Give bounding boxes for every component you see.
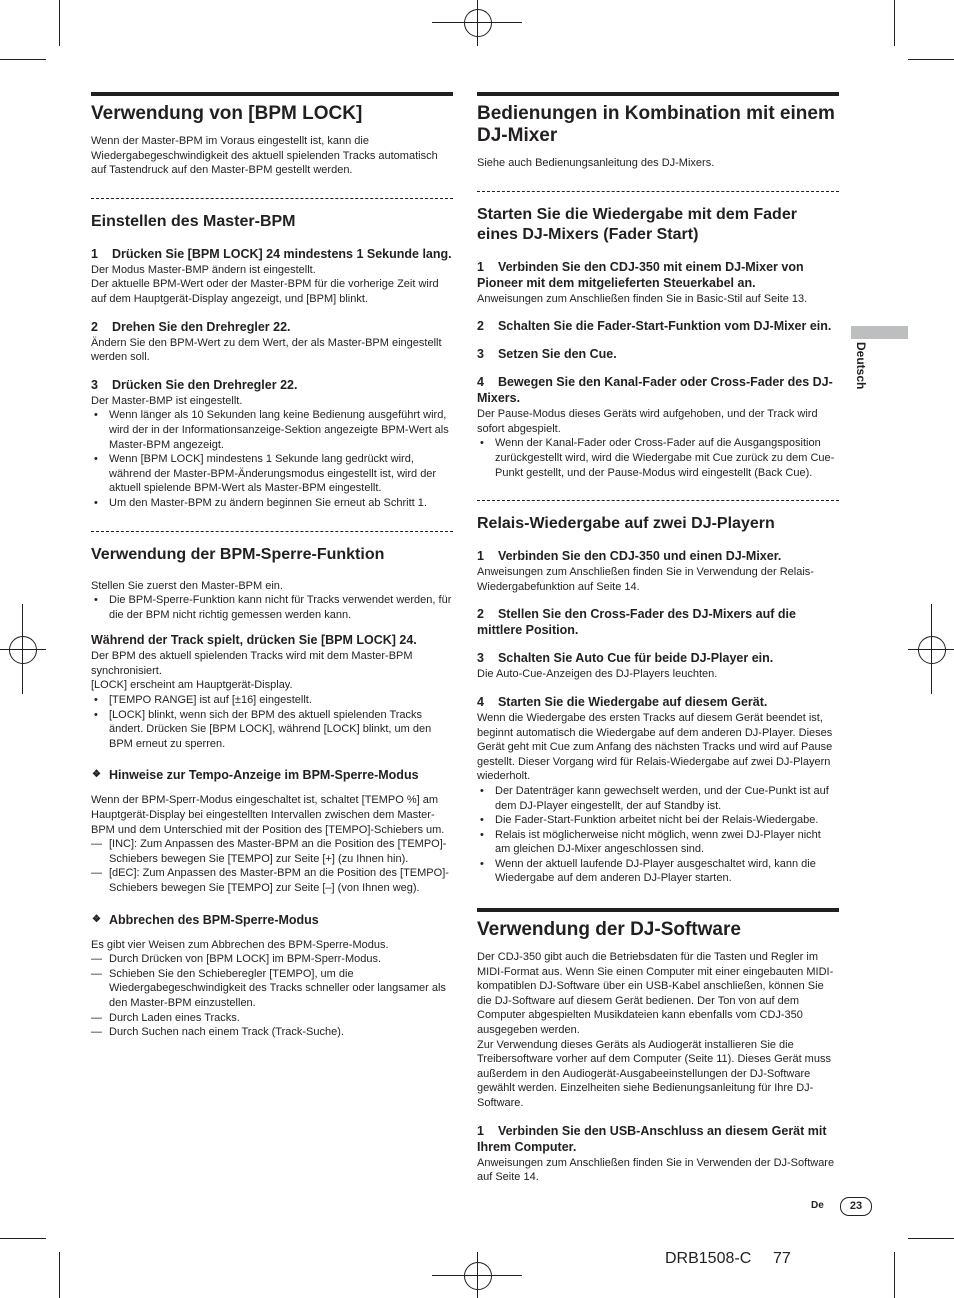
dash-item: — Durch Suchen nach einem Track (Track-Suche). xyxy=(91,1025,453,1040)
step-heading xyxy=(91,319,453,335)
crop-mark xyxy=(59,1252,60,1298)
step-number: 3 xyxy=(91,377,98,392)
footer-language-code: De xyxy=(811,1200,824,1211)
body-text: Stellen Sie zuerst den Master-BPM ein. xyxy=(91,579,283,592)
step-number: 3 xyxy=(477,651,484,666)
step-number: 2 xyxy=(477,607,484,622)
registration-mark xyxy=(464,9,492,37)
bullet-item: • Wenn der aktuell laufende DJ-Player ausgeschaltet wird, kann die Wiedergabe auf dem anderen DJ-Player starten. xyxy=(477,857,839,886)
registration-mark xyxy=(9,636,37,664)
divider xyxy=(91,198,453,199)
section-title-dj-mixer: Bedienungen in Kombination mit einem DJ-Mixer xyxy=(477,92,839,147)
divider xyxy=(477,500,839,501)
step-heading xyxy=(477,374,839,406)
step-text: Drehen Sie den Drehregler 22. xyxy=(111,319,291,334)
language-tab xyxy=(851,326,908,339)
intro-text: Siehe auch Bedienungsanleitung des DJ-Mixers. xyxy=(477,157,715,169)
body-text: Ändern Sie den BPM-Wert zu dem Wert, der als Master-BPM eingestellt werden soll. xyxy=(91,336,442,364)
body-text: Anweisungen zum Anschließen finden Sie in Basic-Stil auf Seite 13. xyxy=(477,292,808,305)
crop-mark xyxy=(59,0,60,46)
step-number: 2 xyxy=(91,319,98,334)
crop-mark xyxy=(894,0,895,46)
dash-item: — Durch Laden eines Tracks. xyxy=(91,1011,453,1026)
document-code: DRB1508-C xyxy=(665,1250,752,1267)
step-number: 3 xyxy=(477,347,484,362)
crop-mark xyxy=(908,1238,954,1239)
bullet-item: • Die Fader-Start-Funktion arbeitet nicht bei der Relais-Wiedergabe. xyxy=(477,813,839,828)
crop-mark xyxy=(0,1238,46,1239)
body-text: Die Auto-Cue-Anzeigen des DJ-Players leuchten. xyxy=(477,668,718,681)
step-heading xyxy=(477,650,839,666)
intro-text: Wenn der Master-BPM im Voraus eingestellt ist, kann die Wiedergabegeschwindigkeit des aktuell spielenden Tracks automatisch auf Tastendruck auf den Master-BPM gestellt werden. xyxy=(91,135,438,177)
step-heading xyxy=(91,377,453,393)
step-heading xyxy=(477,259,839,291)
step-text: Drücken Sie den Drehregler 22. xyxy=(111,377,298,392)
step-text: Starten Sie die Wiedergabe auf diesem Gerät. xyxy=(497,694,768,709)
subsection-title-master-bpm: Einstellen des Master-BPM xyxy=(91,212,296,230)
step-heading xyxy=(477,1123,839,1155)
dash-item: — Schieben Sie den Schieberegler [TEMPO], um die Wiedergabegeschwindigkeit des Tracks schneller oder langsamer als den Master-BPM einzustellen. xyxy=(91,967,453,1011)
bullet-item: • [TEMPO RANGE] ist auf [±16] eingestellt. xyxy=(91,693,453,708)
dash-item: — [INC]: Zum Anpassen des Master-BPM an die Position des [TEMPO]-Schiebers bewegen Sie [TEMPO] zur Seite [+] (zu Ihnen hin). xyxy=(91,837,453,866)
body-text: Der CDJ-350 gibt auch die Betriebsdaten für die Tasten und Regler im MIDI-Format aus. Wenn Sie einen Computer mit einer eingebauten MIDI-kompatiblen DJ-Software über ein USB-Kabel anschließen, können Sie die DJ-Software auf diesem Gerät bedienen. Der Ton von auf dem Computer abgespielten Musikdateien kann ebenfalls vom CDJ-350 ausgegeben werden. xyxy=(477,951,834,1037)
divider xyxy=(477,191,839,192)
step-heading xyxy=(477,694,839,710)
step-number: 1 xyxy=(91,246,98,261)
dash-item: — [dEC]: Zum Anpassen des Master-BPM an die Position des [TEMPO]-Schiebers bewegen Sie [TEMPO] zur Seite [–] (von Ihnen weg). xyxy=(91,866,453,895)
body-text: Wenn die Wiedergabe des ersten Tracks auf diesem Gerät beendet ist, beginnt automatisch die Wiedergabe auf dem anderen DJ-Player. Dieses Gerät geht mit Cue zum Anfang des nächsten Tracks und wird auf Pause gestellt. Dieser Vorgang wird für Relais-Wiedergabe auf zwei DJ-Playern wiederholt. xyxy=(477,711,833,783)
divider xyxy=(91,531,453,532)
step-heading xyxy=(477,548,839,564)
step-number: 4 xyxy=(477,375,484,390)
subsection-title-fader-start: Starten Sie die Wiedergabe mit dem Fader eines DJ-Mixers (Fader Start) xyxy=(477,205,797,243)
bullet-item: • Der Datenträger kann gewechselt werden, und der Cue-Punkt ist auf dem DJ-Player eingestellt, der auf Standby ist. xyxy=(477,784,839,813)
crop-mark xyxy=(908,59,954,60)
bullet-item: • [LOCK] blinkt, wenn sich der BPM des aktuell spielenden Tracks ändert. Drücken Sie [BPM LOCK], während [LOCK] blinkt, um den BPM erneut zu sperren. xyxy=(91,708,453,752)
step-text: Schalten Sie Auto Cue für beide DJ-Player ein. xyxy=(497,651,774,666)
section-title-dj-software: Verwendung der DJ-Software xyxy=(477,908,839,941)
body-text: Zur Verwendung dieses Geräts als Audiogerät installieren Sie die Treibersoftware vorher auf dem Computer (Seite 11). Dieses Gerät muss außerdem in den Audiogerät-Ausgabeeinstellungen der DJ-Software gewählt werden. Einzelheiten siehe Bedienungsanleitung für Ihre DJ-Software. xyxy=(477,1038,831,1109)
language-label xyxy=(852,342,872,402)
dash-item: — Durch Drücken von [BPM LOCK] im BPM-Sperr-Modus. xyxy=(91,952,453,967)
page-number: 23 xyxy=(840,1197,872,1216)
bullet-item: • Die BPM-Sperre-Funktion kann nicht für Tracks verwendet werden, für die der BPM nicht richtig gemessen werden kann. xyxy=(91,593,453,622)
body-text: Der aktuelle BPM-Wert oder der Master-BPM für die vorherige Zeit wird auf dem Hauptgerät-Display angezeigt, und [BPM] blinkt. xyxy=(91,278,439,305)
step-number: 4 xyxy=(477,694,484,709)
document-page-number: 77 xyxy=(773,1250,791,1267)
subheading-cancel-lock: ❖ Abbrechen des BPM-Sperre-Modus xyxy=(91,912,453,928)
body-text: Anweisungen zum Anschließen finden Sie in Verwenden der DJ-Software auf Seite 14. xyxy=(477,1156,835,1184)
step-text: Drücken Sie [BPM LOCK] 24 mindestens 1 Sekunde lang. xyxy=(111,246,452,261)
body-text: Der Modus Master-BMP ändern ist eingestellt. xyxy=(91,263,316,276)
step-text: Setzen Sie den Cue. xyxy=(497,347,617,362)
step-heading xyxy=(477,318,839,334)
bullet-item: • Wenn [BPM LOCK] mindestens 1 Sekunde lang gedrückt wird, während der Master-BPM-Änderungsmodus eingestellt ist, wird der aktuell spielende BPM-Wert als Master-BPM eingestellt. xyxy=(91,452,453,496)
bullet-item: • Wenn länger als 10 Sekunden lang keine Bedienung ausgeführt wird, wird der in der Informationsanzeige-Sektion angezeigte BPM-Wert als Master-BPM angezeigt. xyxy=(91,408,453,452)
body-text: Der BPM des aktuell spielenden Tracks wird mit dem Master-BPM synchronisiert. xyxy=(91,650,413,677)
step-text: Verbinden Sie den CDJ-350 und einen DJ-Mixer. xyxy=(497,549,782,564)
bullet-item: • Relais ist möglicherweise nicht möglich, wenn zwei DJ-Player nicht am gleichen DJ-Mixer angeschlossen sind. xyxy=(477,828,839,857)
step-number: 1 xyxy=(477,259,484,274)
crop-mark xyxy=(0,59,46,60)
step-heading xyxy=(91,246,453,262)
step-heading xyxy=(477,346,839,362)
step-heading: Während der Track spielt, drücken Sie [BPM LOCK] 24. xyxy=(91,633,417,648)
bullet-item: • Um den Master-BPM zu ändern beginnen Sie erneut ab Schritt 1. xyxy=(91,496,453,511)
body-text: Es gibt vier Weisen zum Abbrechen des BPM-Sperre-Modus. xyxy=(91,938,389,951)
step-heading xyxy=(477,606,839,638)
crop-mark xyxy=(894,1252,895,1298)
subsection-title-bpm-sperre: Verwendung der BPM-Sperre-Funktion xyxy=(91,545,385,563)
section-title-bpm-lock: Verwendung von [BPM LOCK] xyxy=(91,92,453,125)
step-number: 2 xyxy=(477,319,484,334)
left-column xyxy=(91,92,453,1040)
registration-mark xyxy=(464,1262,492,1290)
body-text: Der Pause-Modus dieses Geräts wird aufgehoben, und der Track wird sofort abgespielt. xyxy=(477,408,818,435)
step-text: Stellen Sie den Cross-Fader des DJ-Mixers auf die mittlere Position. xyxy=(477,607,796,638)
language-label-text: Deutsch xyxy=(854,342,868,390)
subheading-tempo-hints: ❖ Hinweise zur Tempo-Anzeige im BPM-Sperre-Modus xyxy=(91,767,453,783)
body-text: Wenn der BPM-Sperr-Modus eingeschaltet ist, schaltet [TEMPO %] am Hauptgerät-Display bei eingestellten Intervallen zwischen dem Master-BPM und dem Unterschied mit der Position des [TEMPO]-Schiebers um. xyxy=(91,794,445,836)
step-text: Verbinden Sie den USB-Anschluss an diesem Gerät mit Ihrem Computer. xyxy=(477,1123,827,1154)
step-number: 1 xyxy=(477,1123,484,1138)
step-text: Schalten Sie die Fader-Start-Funktion vom DJ-Mixer ein. xyxy=(497,319,832,334)
body-text: Der Master-BMP ist eingestellt. xyxy=(91,394,243,407)
body-text: Anweisungen zum Anschließen finden Sie in Verwendung der Relais-Wiedergabefunktion auf Seite 14. xyxy=(477,566,814,593)
bullet-item: • Wenn der Kanal-Fader oder Cross-Fader auf die Ausgangsposition zurückgestellt wird, wird die Wiedergabe mit Cue zurück zu dem Cue-Punkt gestellt, und der Pause-Modus wird eingestellt (Back Cue). xyxy=(477,436,839,480)
registration-mark xyxy=(918,636,946,664)
right-column xyxy=(477,92,839,1185)
step-text: Verbinden Sie den CDJ-350 mit einem DJ-Mixer von Pioneer mit dem mitgelieferten Steuerkabel an. xyxy=(477,259,804,290)
subsection-title-relay: Relais-Wiedergabe auf zwei DJ-Playern xyxy=(477,515,775,533)
body-text: [LOCK] erscheint am Hauptgerät-Display. xyxy=(91,679,293,692)
step-text: Bewegen Sie den Kanal-Fader oder Cross-Fader des DJ-Mixers. xyxy=(477,375,833,406)
step-number: 1 xyxy=(477,549,484,564)
